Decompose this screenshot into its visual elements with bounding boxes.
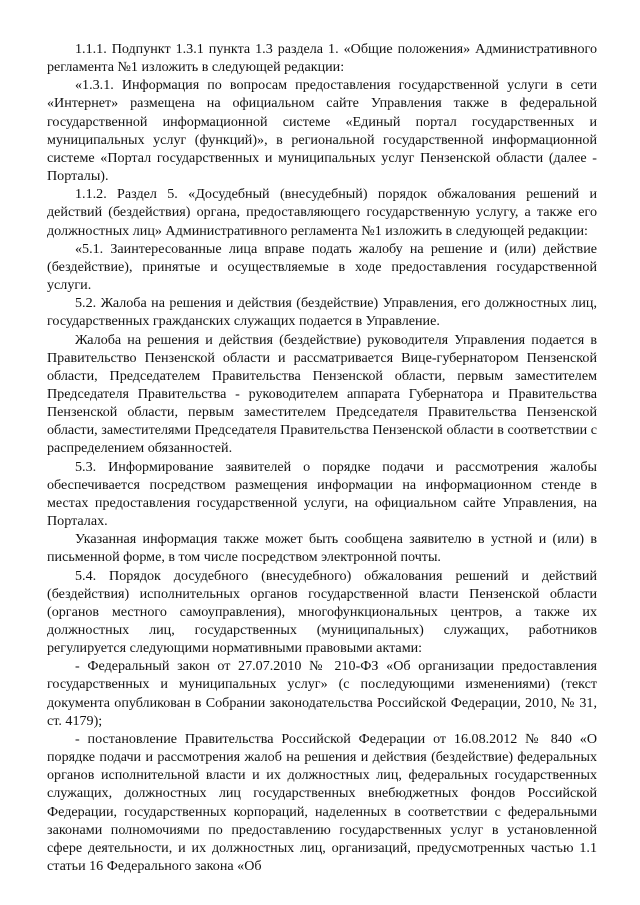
paragraph-1-1-1: 1.1.1. Подпункт 1.3.1 пункта 1.3 раздела 1. «Общие положения» Административного регламента №1 изложить в следующей редакции: [47, 41, 597, 76]
paragraph-5-3: 5.3. Информирование заявителей о порядке подачи и рассмотрения жалобы обеспечивается посредством размещения информации на информационном стенде в местах предоставления государственной услуги, на официальном сайте Управления, на Порталах. [47, 458, 597, 530]
paragraph-1-1-2: 1.1.2. Раздел 5. «Досудебный (внесудебный) порядок обжалования решений и действий (бездействия) органа, предоставляющего государственную услугу, а также его должностных лиц» Административного регламента №1 изложить в следующей редакции: [47, 186, 597, 239]
paragraph-5-1: «5.1. Заинтересованные лица вправе подать жалобу на решение и (или) действие (бездействие), принятые и осуществляемые в ходе предоставления государственной услуги. [47, 240, 597, 294]
document-page [47, 40, 597, 875]
list-item-government-decree: - постановление Правительства Российской Федерации от 16.08.2012 № 840 «О порядке подачи и рассмотрения жалоб на решения и действия (бездействие) федеральных органов исполнительной власти и их должностных лиц, федеральных государственных служащих, должностных лиц государственных внебюджетных фондов Российской Федерации, государственных корпораций, наделенных в соответствии с федеральными законами полномочиями по предоставлению государственных услуг в установленной сфере деятельности, и их должностных лиц, организаций, предусмотренных частью 1.1 статьи 16 Федерального закона «Об [47, 730, 597, 875]
paragraph-5-2: 5.2. Жалоба на решения и действия (бездействие) Управления, его должностных лиц, государственных гражданских служащих подается в Управление. [47, 295, 597, 330]
paragraph-5-3-info: Указанная информация также может быть сообщена заявителю в устной и (или) в письменной форме, в том числе посредством электронной почты. [47, 531, 597, 566]
paragraph-1-3-1: «1.3.1. Информация по вопросам предоставления государственной услуги в сети «Интернет» размещена на официальном сайте Управления также в федеральной государственной информационной системе «Единый портал государственных и муниципальных услуг (функций)», в региональной государственной информационной системе «Портал государственных и муниципальных услуг Пензенской области (далее - Порталы). [47, 77, 597, 185]
paragraph-5-2-complaint: Жалоба на решения и действия (бездействие) руководителя Управления подается в Правительство Пензенской области и рассматривается Вице-губернатором Пензенской области, Председателем Правительства Пензенской области, первым заместителем Председателя Правительства - руководителем аппарата Губернатора и Правительства Пензенской области, первым заместителем Председателя Правительства Пензенской области, заместителями Председателя Правительства Пензенской области в соответствии с распределением обязанностей. [47, 331, 597, 457]
paragraph-5-4: 5.4. Порядок досудебного (внесудебного) обжалования решений и действий (бездействия) исполнительных органов государственной власти Пензенской области (органов местного самоуправления), многофункциональных центров, а также их должностных лиц, государственных (муниципальных) служащих, работников регулируется следующими нормативными правовыми актами: [47, 567, 597, 657]
list-item-federal-law: - Федеральный закон от 27.07.2010 № 210-ФЗ «Об организации предоставления государственных и муниципальных услуг» (с последующими изменениями) (текст документа опубликован в Собрании законодательства Российской Федерации, 2010, № 31, ст. 4179); [47, 658, 597, 729]
